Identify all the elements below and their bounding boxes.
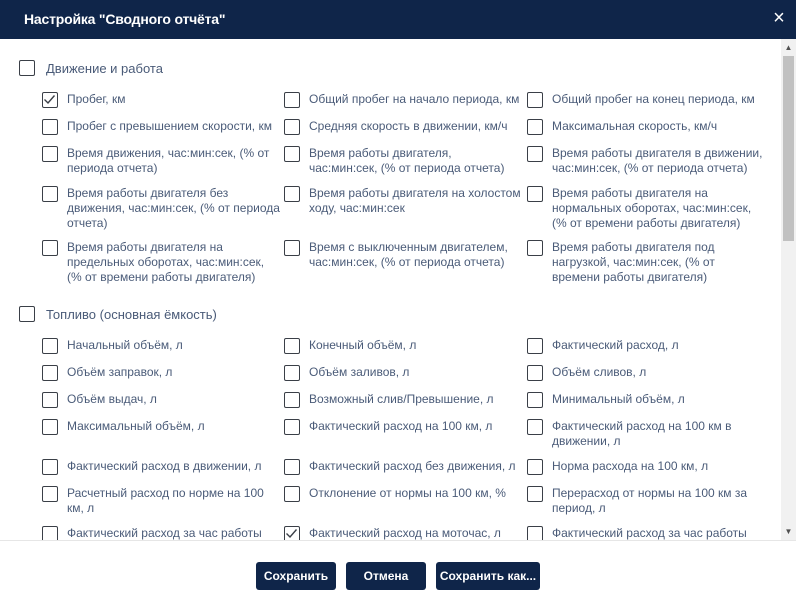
- option-checkbox[interactable]: [42, 365, 58, 381]
- scroll-up-arrow-icon[interactable]: ▲: [784, 43, 793, 52]
- option-label: Расчетный расход по норме на 100 км, л: [67, 486, 264, 515]
- option-checkbox[interactable]: [42, 392, 58, 408]
- option-label: Общий пробег на начало периода, км: [309, 92, 520, 106]
- option-checkbox[interactable]: [42, 240, 58, 256]
- option-item[interactable]: [42, 240, 280, 285]
- option-item[interactable]: [42, 392, 280, 408]
- option-label: Минимальный объём, л: [552, 392, 685, 406]
- option-label: Фактический расход на моточас, л: [309, 526, 501, 540]
- option-checkbox[interactable]: [527, 186, 543, 202]
- option-item[interactable]: [527, 526, 765, 540]
- option-checkbox[interactable]: [284, 419, 300, 435]
- option-label: Время работы двигателя, час:мин:сек, (% от периода отчета): [309, 146, 505, 175]
- option-item[interactable]: [284, 186, 522, 216]
- option-checkbox[interactable]: [284, 119, 300, 135]
- section-label: Движение и работа: [46, 60, 163, 76]
- option-label: Фактический расход за час работы: [552, 526, 747, 540]
- save-as-button[interactable]: Сохранить как...: [436, 562, 540, 590]
- option-item[interactable]: [527, 119, 765, 135]
- option-item[interactable]: [527, 338, 765, 354]
- option-label: Время работы двигателя без движения, час:мин:сек, (% от периода отчета): [67, 186, 280, 230]
- option-item[interactable]: [284, 526, 522, 540]
- option-label: Норма расхода на 100 км, л: [552, 459, 709, 473]
- option-checkbox[interactable]: [284, 146, 300, 162]
- option-checkbox[interactable]: [284, 459, 300, 475]
- section-checkbox[interactable]: [19, 60, 35, 76]
- option-item[interactable]: [42, 186, 280, 231]
- option-label: Фактический расход, л: [552, 338, 679, 352]
- option-label: Время работы двигателя на холостом ходу, час:мин:сек: [309, 186, 521, 215]
- option-label: Пробег с превышением скорости, км: [67, 119, 272, 133]
- option-item[interactable]: [42, 92, 280, 108]
- option-item[interactable]: [42, 338, 280, 354]
- save-button[interactable]: Сохранить: [256, 562, 336, 590]
- option-checkbox[interactable]: [527, 146, 543, 162]
- option-checkbox[interactable]: [284, 338, 300, 354]
- option-item[interactable]: [42, 526, 280, 540]
- option-label: Средняя скорость в движении, км/ч: [309, 119, 508, 133]
- option-checkbox[interactable]: [284, 486, 300, 502]
- option-checkbox[interactable]: [42, 338, 58, 354]
- option-checkbox[interactable]: [527, 419, 543, 435]
- section-movement-header[interactable]: [19, 60, 163, 76]
- option-checkbox[interactable]: [42, 92, 58, 108]
- option-label: Время работы двигателя на нормальных оборотах, час:мин:сек, (% от времени работы двигателя): [552, 186, 752, 230]
- option-checkbox[interactable]: [42, 459, 58, 475]
- scroll-thumb[interactable]: [783, 56, 794, 241]
- option-checkbox[interactable]: [527, 392, 543, 408]
- option-label: Объём выдач, л: [67, 392, 157, 406]
- option-label: Время работы двигателя под нагрузкой, час:мин:сек, (% от времени работы двигателя): [552, 240, 715, 284]
- option-checkbox[interactable]: [527, 459, 543, 475]
- option-label: Максимальный объём, л: [67, 419, 205, 433]
- scroll-down-arrow-icon[interactable]: ▼: [784, 527, 793, 536]
- option-item[interactable]: [527, 186, 765, 231]
- option-checkbox[interactable]: [527, 365, 543, 381]
- option-label: Пробег, км: [67, 92, 126, 106]
- dialog-header: [0, 0, 796, 39]
- option-label: Объём заливов, л: [309, 365, 410, 379]
- close-icon[interactable]: ×: [773, 7, 785, 29]
- option-label: Конечный объём, л: [309, 338, 417, 352]
- section-checkbox[interactable]: [19, 306, 35, 322]
- option-label: Объём сливов, л: [552, 365, 647, 379]
- option-label: Фактический расход за час работы: [67, 526, 262, 540]
- option-item[interactable]: [42, 459, 280, 475]
- option-label: Перерасход от нормы на 100 км за период, л: [552, 486, 748, 515]
- option-checkbox[interactable]: [42, 419, 58, 435]
- option-checkbox[interactable]: [527, 240, 543, 256]
- option-label: Время работы двигателя в движении, час:мин:сек, (% от периода отчета): [552, 146, 763, 175]
- settings-content: [0, 39, 781, 540]
- checkmark-icon: [285, 527, 298, 540]
- option-item[interactable]: [527, 146, 765, 176]
- option-item[interactable]: [284, 392, 522, 408]
- option-checkbox[interactable]: [527, 338, 543, 354]
- option-label: Начальный объём, л: [67, 338, 183, 352]
- section-fuel-header[interactable]: [19, 306, 217, 322]
- option-label: Общий пробег на конец периода, км: [552, 92, 755, 106]
- option-item[interactable]: [527, 459, 765, 475]
- option-item[interactable]: [42, 119, 280, 135]
- option-item[interactable]: [527, 486, 765, 516]
- option-checkbox[interactable]: [527, 526, 543, 540]
- option-checkbox[interactable]: [42, 146, 58, 162]
- option-checkbox[interactable]: [42, 486, 58, 502]
- option-checkbox[interactable]: [527, 92, 543, 108]
- dialog-title: Настройка "Сводного отчёта": [24, 11, 226, 27]
- option-label: Возможный слив/Превышение, л: [309, 392, 494, 406]
- option-checkbox[interactable]: [42, 119, 58, 135]
- option-label: Фактический расход без движения, л: [309, 459, 516, 473]
- option-item[interactable]: [42, 146, 280, 176]
- option-label: Время работы двигателя на предельных оборотах, час:мин:сек, (% от времени работы двигателя): [67, 240, 265, 284]
- option-item[interactable]: [284, 92, 522, 108]
- vertical-scrollbar[interactable]: [781, 39, 796, 540]
- option-item[interactable]: [284, 365, 522, 381]
- option-item[interactable]: [284, 338, 522, 354]
- option-label: Отклонение от нормы на 100 км, %: [309, 486, 506, 500]
- dialog-footer: [0, 540, 796, 592]
- option-item[interactable]: [284, 146, 522, 176]
- option-item[interactable]: [527, 419, 765, 449]
- option-item[interactable]: [284, 486, 522, 502]
- option-checkbox[interactable]: [284, 526, 300, 540]
- option-checkbox[interactable]: [527, 119, 543, 135]
- option-checkbox[interactable]: [284, 92, 300, 108]
- option-label: Фактический расход в движении, л: [67, 459, 262, 473]
- option-label: Фактический расход на 100 км, л: [309, 419, 493, 433]
- option-item[interactable]: [42, 486, 280, 516]
- option-checkbox[interactable]: [284, 392, 300, 408]
- option-item[interactable]: [527, 92, 765, 108]
- option-label: Максимальная скорость, км/ч: [552, 119, 718, 133]
- option-item[interactable]: [284, 119, 522, 135]
- option-item[interactable]: [42, 365, 280, 381]
- cancel-button[interactable]: Отмена: [346, 562, 426, 590]
- option-item[interactable]: [527, 392, 765, 408]
- option-label: Фактический расход на 100 км в движении, л: [552, 419, 732, 448]
- option-label: Время движения, час:мин:сек, (% от периода отчета): [67, 146, 270, 175]
- option-label: Время с выключенным двигателем, час:мин:сек, (% от периода отчета): [309, 240, 508, 269]
- option-checkbox[interactable]: [284, 186, 300, 202]
- option-item[interactable]: [527, 365, 765, 381]
- option-checkbox[interactable]: [284, 365, 300, 381]
- option-item[interactable]: [284, 240, 522, 270]
- option-item[interactable]: [284, 419, 522, 435]
- option-label: Объём заправок, л: [67, 365, 173, 379]
- option-checkbox[interactable]: [42, 526, 58, 540]
- checkmark-icon: [43, 93, 56, 106]
- section-label: Топливо (основная ёмкость): [46, 306, 217, 322]
- option-checkbox[interactable]: [42, 186, 58, 202]
- option-checkbox[interactable]: [284, 240, 300, 256]
- option-checkbox[interactable]: [527, 486, 543, 502]
- option-item[interactable]: [527, 240, 765, 285]
- option-item[interactable]: [42, 419, 280, 435]
- option-item[interactable]: [284, 459, 522, 475]
